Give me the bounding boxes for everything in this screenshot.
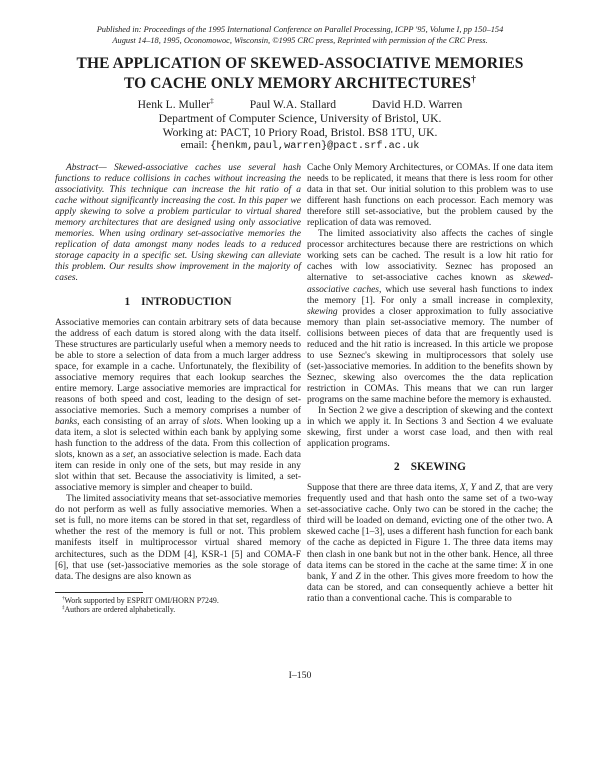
left-column (55, 163, 301, 615)
email-line: email: {henkm,paul,warren}@pact.srf.ac.uk (180, 139, 420, 152)
affiliation-line-2: Working at: PACT, 10 Priory Road, Bristol. BS8 1TU, UK. (162, 125, 438, 139)
paper-title-line-2: TO CACHE ONLY MEMORY ARCHITECTURES† (124, 73, 476, 92)
paper-title (30, 54, 570, 93)
affiliation-line-1: Department of Computer Science, University of Bristol, UK. (158, 112, 442, 125)
section-title: SKEWING (410, 461, 466, 474)
section-number: 2 (394, 461, 400, 474)
publication-header-line-2: August 14–18, 1995, Oconomowoc, Wisconsin, ©1995 CRC press, Reprinted with permission of the CRC Press. (112, 35, 488, 45)
paper-title-line-1: THE APPLICATION OF SKEWED-ASSOCIATIVE MEMORIES (76, 55, 524, 72)
skewing-example-paragraph: Suppose that there are three data items, X, Y and Z, that are very frequently used and that hash onto the same set of a two-way set-associative cache. Only two can be stored in the cache; the third will be loaded on demand, evicting one of the other two. A skewed cache [1–3], uses a different hash function for each bank of the cache as depicted in Figure 1. The three data items may then clash in one bank but not in the other bank. Hence, all three data items can be stored in the cache at the same time: X in one bank, Y and Z in the other. This gives more freedom to how the data can be stored, and can consequently achieve a better hit ratio than a conventional cache. This is comparable to (307, 483, 554, 604)
footnote-author-order: ‡Authors are ordered alphabetically. (62, 605, 176, 615)
outline-paragraph: In Section 2 we give a description of skewing and the context in which we apply it. In Sections 3 and Section 4 we evaluate skewing, first under a worst case load, and then with real application programs. (307, 406, 553, 450)
author-name: Henk L. Muller‡ (137, 97, 214, 111)
section-number: 1 (124, 295, 131, 308)
author-list (0, 98, 600, 111)
intro-paragraph-1: Associative memories can contain arbitrary sets of data because the address of each datum is stored along with the data itself. These structures are particularly useful when a memory needs to be able to store a selection of data from a much larger address space, for example in a cache. Unfortunately, the flexibility of associative memory requires that each lookup searches the entire memory. Large associative memories are impractical for reasons of both speed and cost, leading to the design of set-associative memories. Such a memory comprises a number of banks, each consisting of an array of slots. When looking up a data item, a slot is selected within each bank by applying some hash function to the address of the data. From this collection of slots, known as a set, an associative selection is made. Each data item can reside in only one of the sets, but may reside in any slot within that set. Because the associativity is limited, a set-associative memory is simpler and cheaper to build. (55, 317, 301, 494)
author-name: David H.D. Warren (372, 98, 463, 111)
footnote-rule (55, 592, 143, 593)
abstract-paragraph: Abstract— Skewed-associative caches use several hash functions to reduce collisions in caches without increasing the associativity. This technique can increase the hit ratio of a cache without significantly increasing the cost. In this paper we apply skewing to solve a problem particular to virtual shared memory architectures that are designed using only associative memories. When using ordinary set-associative memories the replication of data amongst many nodes leads to a reduced storage capacity in a specific set. Using skewing can alleviate this problem. Our results show improvement in the majority of cases. (55, 163, 301, 284)
publication-header (45, 25, 555, 46)
footnote-funding: †Work supported by ESPRIT OMI/HORN P7249. (62, 595, 219, 605)
section-title: INTRODUCTION (141, 295, 232, 308)
coma-paragraph: Cache Only Memory Architectures, or COMAs. If one data item needs to be replicated, it means that there is less room for other data in that set. Our initial solution to this problem was to use different hash functions on each processor. Each memory was therefore still set-associative, but the problem caused by the replication of data was removed. (307, 163, 553, 229)
publication-header-line-1: Published in: Proceedings of the 1995 International Conference on Parallel Processing, ICPP '95, Volume I, pp 150–154 (96, 25, 504, 34)
skewed-cache-paragraph: The limited associativity also affects the caches of single processor architectures because there are restrictions on which working sets can be cached. The result is a low hit ratio for caches with low associativity. Seznec has proposed an alternative to set-associative caches known as skewed-associative caches, which use several hash functions to index the memory [1]. For only a small increase in complexity, skewing provides a closer approximation to fully associative memory than plain set-associative memory. The number of collisions between pieces of data that are frequently used is reduced and the hit ratio is increased. In this article we propose to use Seznec's skewing in multiprocessors that solely use (set-)associative memories. In addition to the benefits shown by Seznec, skewing also overcomes the the data replication restriction in COMAs. This means that we can run larger programs on the same machine before the memory is exhausted. (307, 229, 553, 405)
section-heading-introduction (55, 296, 301, 308)
intro-paragraph-2: The limited associativity means that set-associative memories do not perform as well as fully associative memories. When a set is full, no more items can be stored in that set, regardless of whether the rest of the memory is full or not. This problem manifests itself in multiprocessor virtual shared memory architectures, such as the DDM [4], KSR-1 [5] and COMA-F [6], that use (set-)associative memories as the sole storage of data. The designs are also known as (55, 494, 301, 582)
section-heading-skewing (307, 461, 553, 473)
footnote-block (55, 592, 301, 615)
right-column (307, 163, 553, 605)
author-name: Paul W.A. Stallard (249, 98, 337, 111)
page-number: I–150 (288, 670, 312, 681)
